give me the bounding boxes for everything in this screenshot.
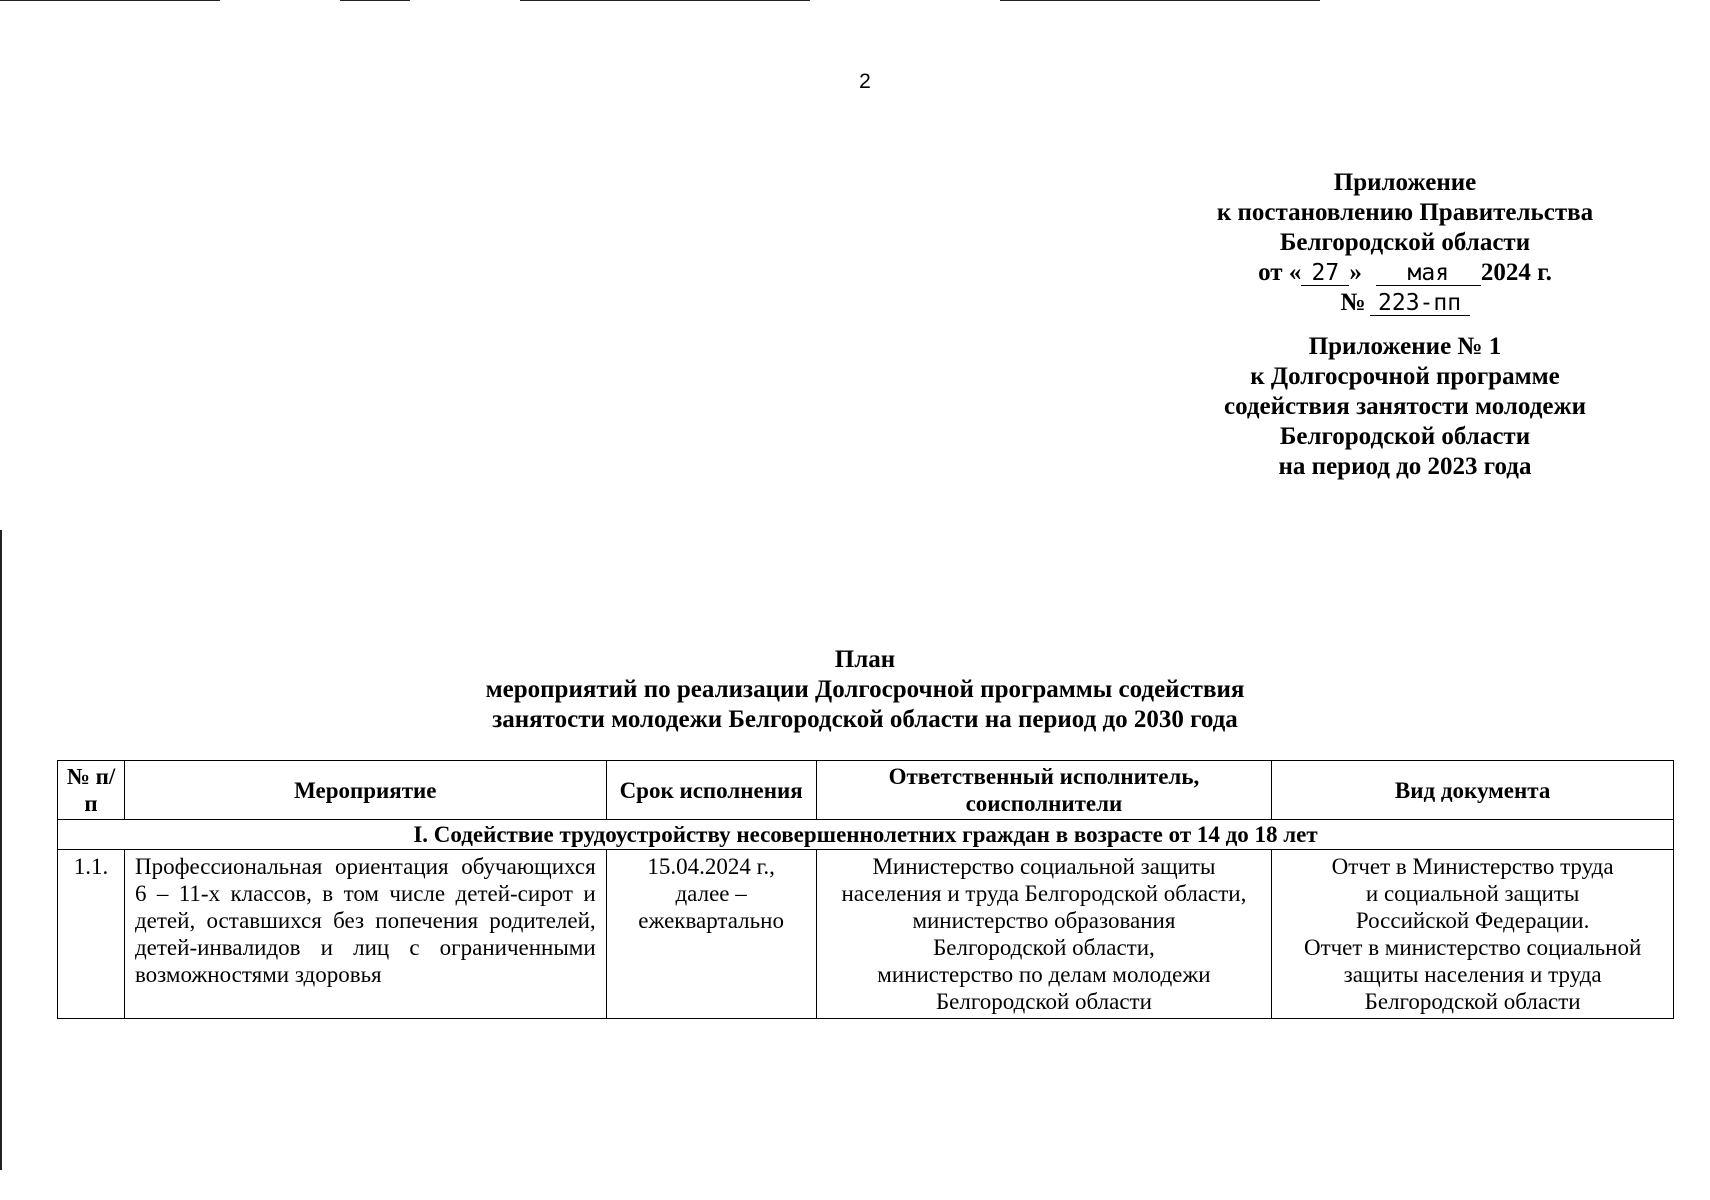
- plan-title-line: мероприятий по реализации Долгосрочной программы содействия: [485, 676, 1245, 703]
- appendix-header: [1180, 168, 1630, 482]
- row-event: Профессиональная ориентация обучающихся 6 – 11-х классов, в том числе детей-сирот и детей, оставшихся без попечения родителей, детей-инвалидов и лиц с ограниченными возможностями здоровья: [124, 850, 606, 1019]
- header-responsible: Ответственный исполнитель, соисполнители: [816, 761, 1272, 820]
- date-prefix: от «: [1258, 259, 1302, 286]
- plan-title-line: План: [834, 646, 896, 673]
- header-num: № п/п: [58, 761, 125, 820]
- appendix-ref: к постановлению Правительства: [1216, 199, 1594, 226]
- doc-type-line: Отчет в Министерство труда: [1331, 854, 1614, 879]
- responsible-line: населения и труда Белгородской области,: [841, 881, 1247, 906]
- scan-edge-mark: [1000, 0, 1320, 1]
- doc-type-line: и социальной защиты: [1365, 881, 1580, 906]
- appendix-number: [1180, 288, 1630, 318]
- doc-type-line: защиты населения и труда: [1343, 962, 1602, 987]
- responsible-line: Белгородской области,: [933, 935, 1155, 960]
- table-header-row: [58, 761, 1674, 820]
- doc-type-line: Российской Федерации.: [1355, 908, 1590, 933]
- header-deadline: Срок исполнения: [606, 761, 816, 820]
- deadline-line: 15.04.2024 г.,: [647, 854, 775, 879]
- number-value: 223-пп: [1370, 291, 1470, 316]
- row-responsible: [816, 850, 1272, 1019]
- appendix-region: Белгородской области: [1279, 229, 1531, 256]
- responsible-line: Белгородской области: [935, 989, 1152, 1014]
- appendix-date: [1180, 258, 1630, 288]
- header-doc-type: Вид документа: [1272, 761, 1674, 820]
- plan-title: [330, 645, 1400, 735]
- scan-edge-mark: [0, 530, 2, 1170]
- appendix1-line: на период до 2023 года: [1278, 453, 1532, 480]
- deadline-line: далее –: [675, 881, 747, 906]
- date-month: мая: [1376, 261, 1481, 286]
- section-row: [58, 820, 1674, 850]
- page-number: 2: [859, 70, 871, 93]
- doc-type-line: Белгородской области: [1364, 989, 1581, 1014]
- plan-title-line: занятости молодежи Белгородской области на период до 2030 года: [492, 706, 1238, 733]
- table-row: [58, 850, 1674, 1019]
- doc-type-line: Отчет в министерство социальной: [1303, 935, 1642, 960]
- row-num: 1.1.: [58, 850, 125, 1019]
- section-title: I. Содействие трудоустройству несовершеннолетних граждан в возрасте от 14 до 18 лет: [58, 820, 1674, 850]
- date-day: 27: [1301, 261, 1349, 286]
- row-doc-type: [1272, 850, 1674, 1019]
- scan-edge-mark: [340, 0, 410, 1]
- appendix1-line: к Долгосрочной программе: [1250, 363, 1560, 390]
- responsible-line: Министерство социальной защиты: [872, 854, 1216, 879]
- responsible-line: министерство по делам молодежи: [877, 962, 1211, 987]
- appendix-title: Приложение: [1333, 169, 1477, 196]
- responsible-line: министерство образования: [912, 908, 1176, 933]
- scan-edge-mark: [520, 0, 810, 1]
- row-deadline: [606, 850, 816, 1019]
- appendix1-line: содействия занятости молодежи: [1224, 393, 1586, 420]
- plan-table: [57, 760, 1674, 1019]
- appendix1-line: Белгородской области: [1279, 423, 1531, 450]
- number-prefix: №: [1340, 289, 1366, 316]
- header-event: Мероприятие: [124, 761, 606, 820]
- date-mid: »: [1349, 259, 1362, 286]
- appendix1-line: Приложение № 1: [1308, 333, 1502, 360]
- date-year: 2024 г.: [1480, 259, 1552, 286]
- deadline-line: ежеквартально: [638, 908, 784, 933]
- scan-edge-mark: [0, 0, 220, 1]
